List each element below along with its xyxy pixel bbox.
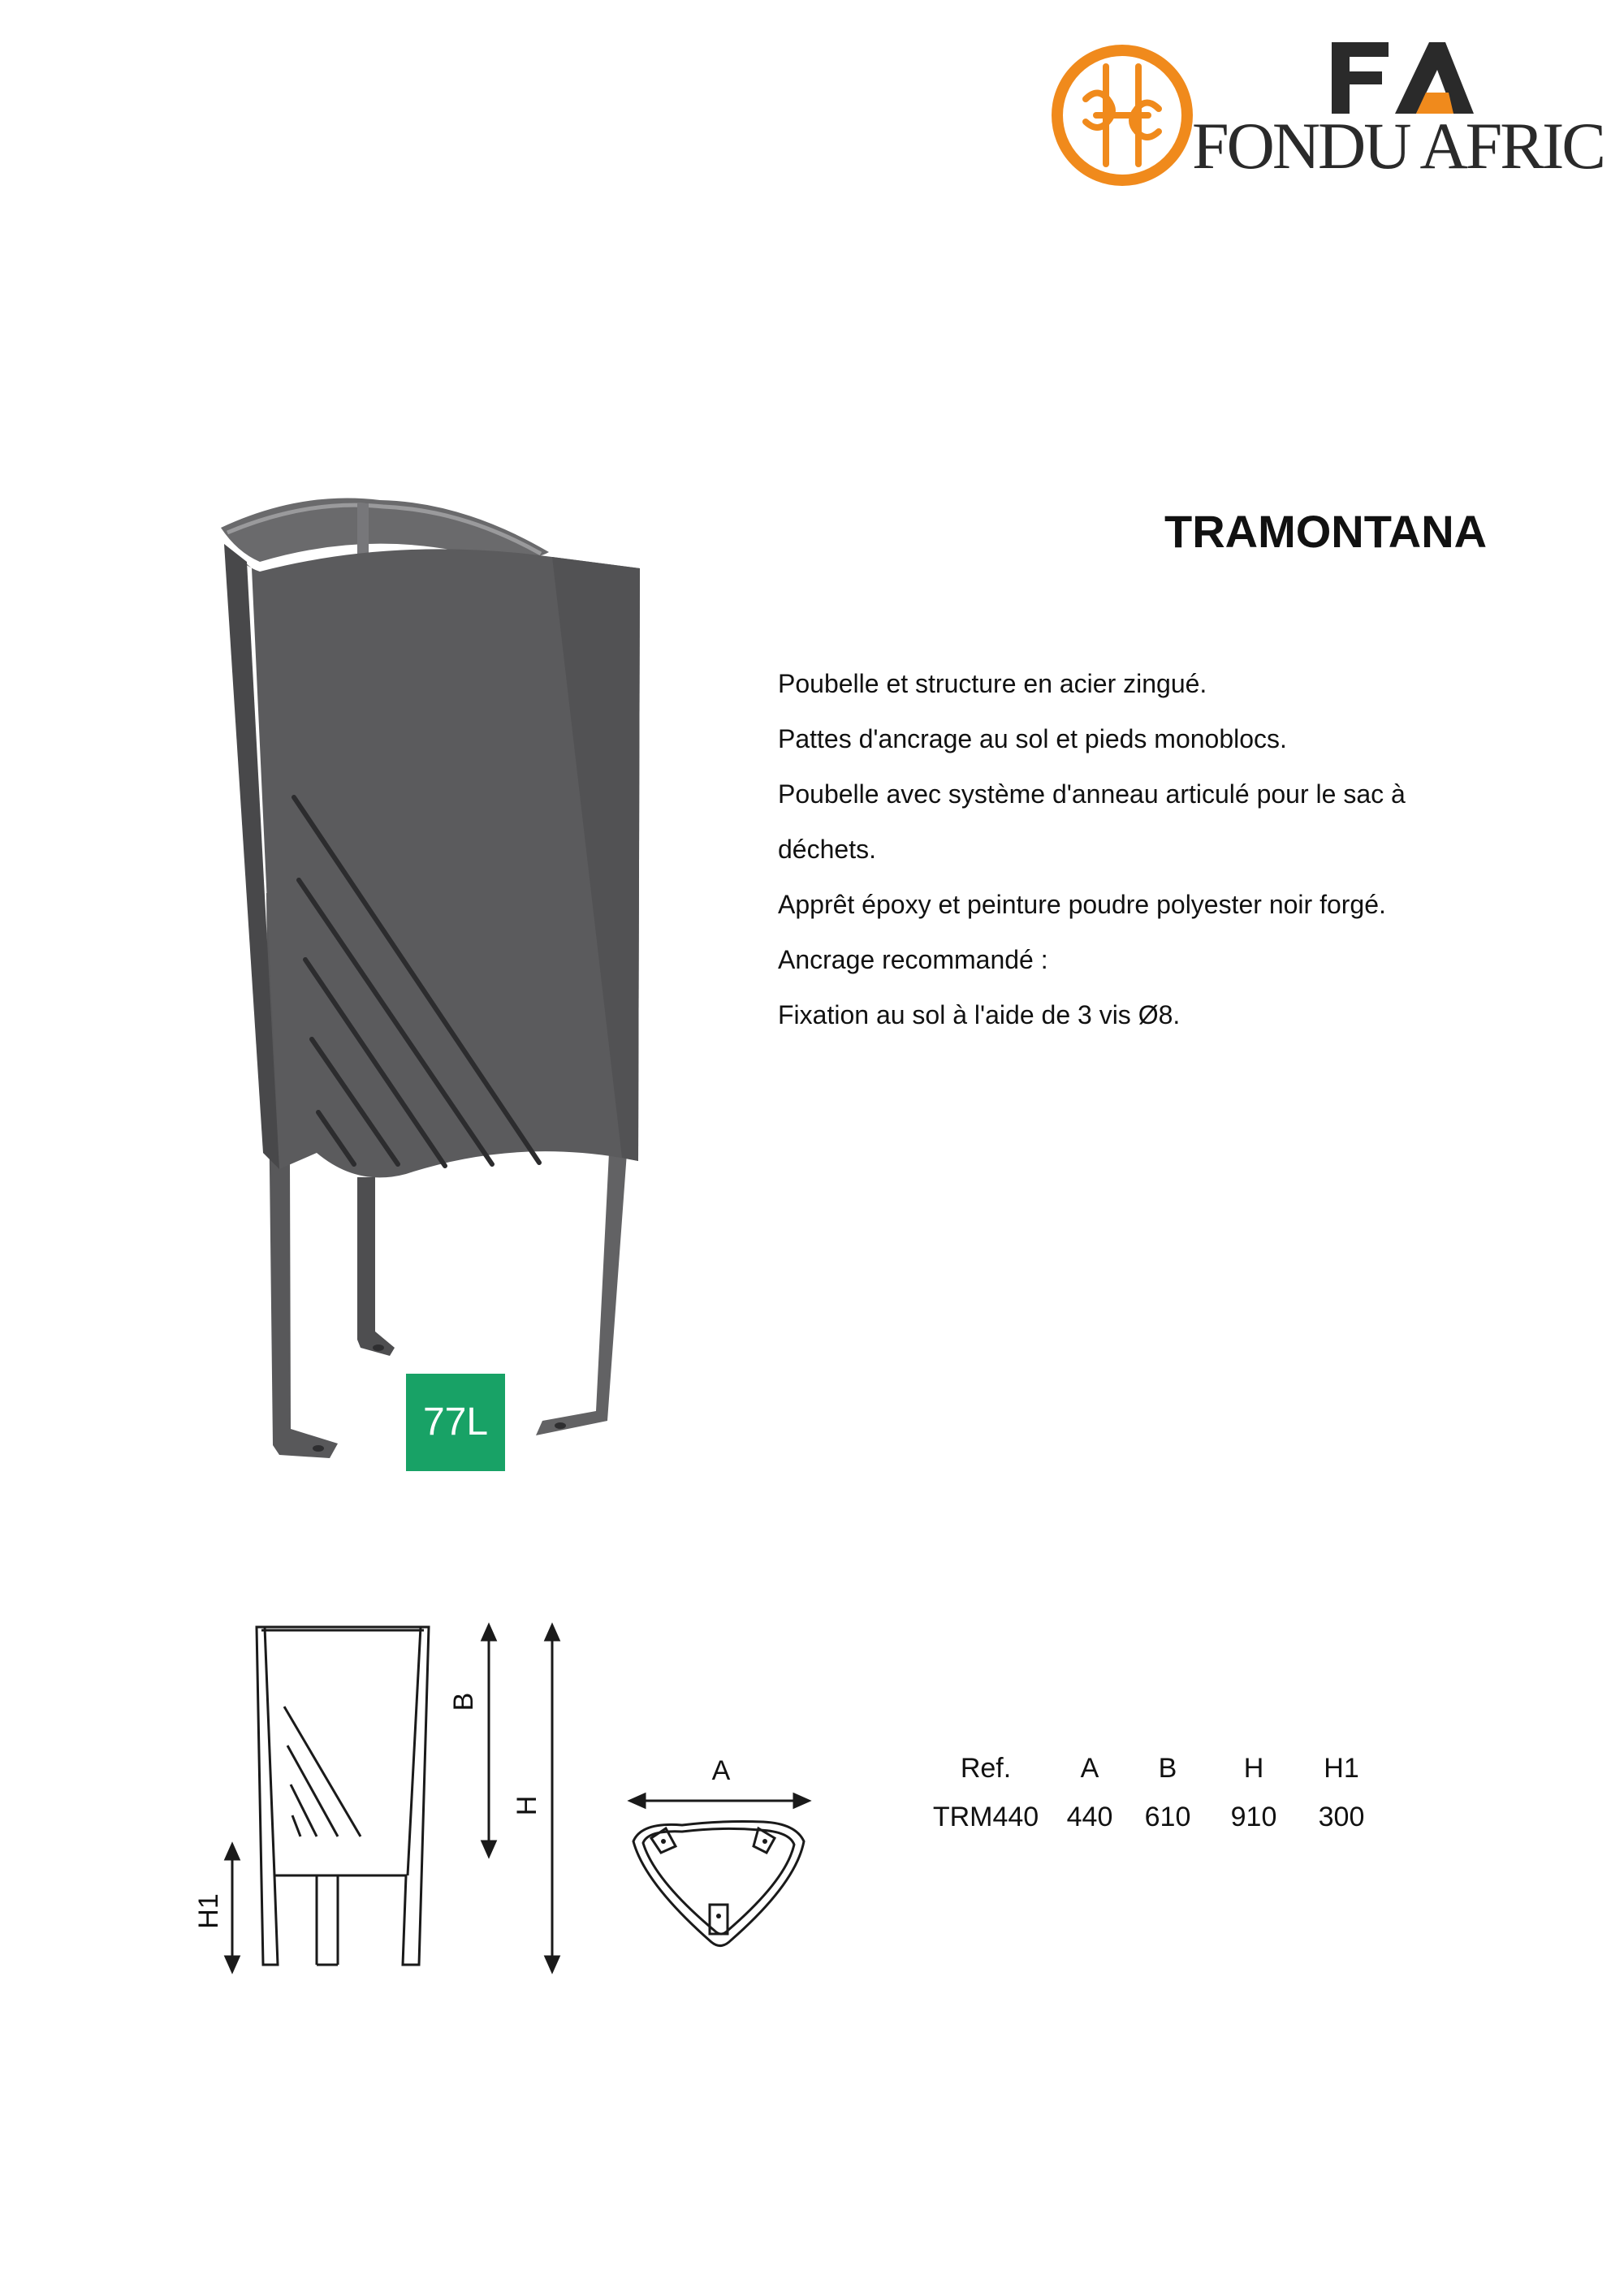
header-h: H	[1243, 1753, 1264, 1784]
header-a: A	[1080, 1753, 1099, 1784]
front-view-drawing	[187, 1616, 577, 1981]
description-line: Pattes d'ancrage au sol et pieds monoblocs.	[778, 724, 1287, 753]
header-b: B	[1158, 1753, 1177, 1784]
dim-a-label: A	[711, 1755, 731, 1786]
top-view-drawing	[625, 1746, 812, 1957]
dim-b-label: B	[448, 1692, 479, 1711]
logo-monogram	[1332, 42, 1474, 115]
description-line: Apprêt époxy et peinture poudre polyester noir forgé.	[778, 890, 1386, 919]
cell-h: 910	[1230, 1802, 1277, 1832]
specs-table	[916, 1744, 1387, 1841]
product-description	[778, 656, 1525, 1042]
description-line: Poubelle et structure en acier zingué.	[778, 669, 1207, 698]
cell-ref: TRM440	[932, 1802, 1039, 1832]
table-row	[916, 1793, 1387, 1841]
dim-h1-label: H1	[193, 1893, 224, 1929]
specs-header-row	[916, 1744, 1387, 1793]
cell-b: 610	[1144, 1802, 1191, 1832]
cell-h1: 300	[1318, 1802, 1365, 1832]
header-h1: H1	[1324, 1753, 1359, 1784]
header-ref: Ref.	[960, 1753, 1012, 1784]
brand-name: FONDU AFRIC	[1192, 109, 1604, 183]
product-title: TRAMONTANA	[1164, 506, 1488, 557]
dim-h-label: H	[512, 1795, 542, 1816]
description-line: Poubelle avec système d'anneau articulé pour le sac à	[778, 779, 1406, 809]
cell-a: 440	[1066, 1802, 1113, 1832]
description-line: Ancrage recommandé :	[778, 945, 1048, 974]
product-photo	[195, 487, 650, 1486]
logo-emblem	[1049, 42, 1195, 188]
capacity-badge: 77L	[406, 1374, 505, 1471]
description-line: déchets.	[778, 835, 876, 864]
description-line: Fixation au sol à l'aide de 3 vis Ø8.	[778, 1000, 1181, 1029]
